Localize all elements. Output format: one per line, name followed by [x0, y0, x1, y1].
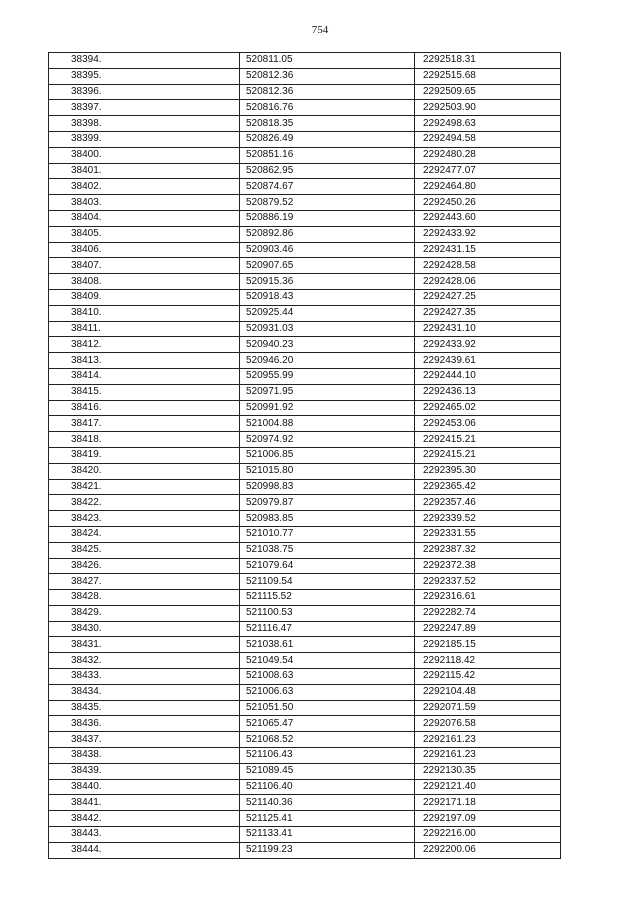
x-coordinate-cell: 521109.54 [240, 574, 415, 590]
y-coordinate-cell: 2292494.58 [415, 131, 561, 147]
x-coordinate-cell: 520826.49 [240, 131, 415, 147]
point-number-cell: 38401. [49, 163, 240, 179]
table-row [49, 179, 561, 195]
point-number-cell: 38404. [49, 210, 240, 226]
x-coordinate-cell: 520940.23 [240, 337, 415, 353]
x-coordinate-cell: 520879.52 [240, 195, 415, 211]
table-row [49, 842, 561, 858]
point-number-cell: 38422. [49, 495, 240, 511]
table-row [49, 542, 561, 558]
x-coordinate-cell: 521008.63 [240, 669, 415, 685]
y-coordinate-cell: 2292365.42 [415, 479, 561, 495]
page-number: 754 [311, 24, 329, 36]
point-number-cell: 38416. [49, 400, 240, 416]
x-coordinate-cell: 520979.87 [240, 495, 415, 511]
table-row [49, 84, 561, 100]
x-coordinate-cell: 521089.45 [240, 763, 415, 779]
point-number-cell: 38410. [49, 305, 240, 321]
point-number-cell: 38403. [49, 195, 240, 211]
y-coordinate-cell: 2292427.35 [415, 305, 561, 321]
point-number-cell: 38432. [49, 653, 240, 669]
y-coordinate-cell: 2292427.25 [415, 289, 561, 305]
x-coordinate-cell: 520886.19 [240, 210, 415, 226]
point-number-cell: 38426. [49, 558, 240, 574]
table-row [49, 242, 561, 258]
table-row [49, 321, 561, 337]
point-number-cell: 38397. [49, 100, 240, 116]
point-number-cell: 38430. [49, 621, 240, 637]
point-number-cell: 38439. [49, 763, 240, 779]
table-row [49, 621, 561, 637]
coordinates-table-body [49, 53, 561, 859]
y-coordinate-cell: 2292450.26 [415, 195, 561, 211]
point-number-cell: 38443. [49, 827, 240, 843]
table-row [49, 100, 561, 116]
table-row [49, 590, 561, 606]
x-coordinate-cell: 520931.03 [240, 321, 415, 337]
y-coordinate-cell: 2292171.18 [415, 795, 561, 811]
table-row [49, 511, 561, 527]
point-number-cell: 38438. [49, 748, 240, 764]
y-coordinate-cell: 2292509.65 [415, 84, 561, 100]
point-number-cell: 38437. [49, 732, 240, 748]
point-number-cell: 38414. [49, 368, 240, 384]
point-number-cell: 38396. [49, 84, 240, 100]
point-number-cell: 38408. [49, 274, 240, 290]
y-coordinate-cell: 2292197.09 [415, 811, 561, 827]
table-row [49, 732, 561, 748]
table-row [49, 574, 561, 590]
table-row [49, 416, 561, 432]
x-coordinate-cell: 521006.63 [240, 684, 415, 700]
x-coordinate-cell: 520818.35 [240, 116, 415, 132]
x-coordinate-cell: 521049.54 [240, 653, 415, 669]
table-row [49, 53, 561, 69]
x-coordinate-cell: 520925.44 [240, 305, 415, 321]
table-row [49, 700, 561, 716]
y-coordinate-cell: 2292415.21 [415, 432, 561, 448]
y-coordinate-cell: 2292372.38 [415, 558, 561, 574]
x-coordinate-cell: 520946.20 [240, 353, 415, 369]
table-row [49, 558, 561, 574]
x-coordinate-cell: 521199.23 [240, 842, 415, 858]
table-row [49, 289, 561, 305]
x-coordinate-cell: 520918.43 [240, 289, 415, 305]
x-coordinate-cell: 521004.88 [240, 416, 415, 432]
table-row [49, 147, 561, 163]
x-coordinate-cell: 521125.41 [240, 811, 415, 827]
x-coordinate-cell: 521015.80 [240, 463, 415, 479]
point-number-cell: 38411. [49, 321, 240, 337]
point-number-cell: 38421. [49, 479, 240, 495]
x-coordinate-cell: 520816.76 [240, 100, 415, 116]
y-coordinate-cell: 2292464.80 [415, 179, 561, 195]
table-row [49, 605, 561, 621]
point-number-cell: 38436. [49, 716, 240, 732]
point-number-cell: 38427. [49, 574, 240, 590]
table-row [49, 210, 561, 226]
point-number-cell: 38431. [49, 637, 240, 653]
x-coordinate-cell: 521079.64 [240, 558, 415, 574]
point-number-cell: 38423. [49, 511, 240, 527]
point-number-cell: 38409. [49, 289, 240, 305]
x-coordinate-cell: 520892.86 [240, 226, 415, 242]
y-coordinate-cell: 2292104.48 [415, 684, 561, 700]
x-coordinate-cell: 520974.92 [240, 432, 415, 448]
table-row [49, 479, 561, 495]
y-coordinate-cell: 2292115.42 [415, 669, 561, 685]
point-number-cell: 38398. [49, 116, 240, 132]
point-number-cell: 38442. [49, 811, 240, 827]
y-coordinate-cell: 2292515.68 [415, 68, 561, 84]
y-coordinate-cell: 2292161.23 [415, 748, 561, 764]
table-row [49, 195, 561, 211]
table-row [49, 384, 561, 400]
table-row [49, 526, 561, 542]
table-row [49, 653, 561, 669]
y-coordinate-cell: 2292121.40 [415, 779, 561, 795]
point-number-cell: 38395. [49, 68, 240, 84]
point-number-cell: 38394. [49, 53, 240, 69]
table-row [49, 337, 561, 353]
point-number-cell: 38399. [49, 131, 240, 147]
point-number-cell: 38428. [49, 590, 240, 606]
y-coordinate-cell: 2292216.00 [415, 827, 561, 843]
y-coordinate-cell: 2292439.61 [415, 353, 561, 369]
table-row [49, 811, 561, 827]
x-coordinate-cell: 521133.41 [240, 827, 415, 843]
y-coordinate-cell: 2292431.10 [415, 321, 561, 337]
point-number-cell: 38444. [49, 842, 240, 858]
x-coordinate-cell: 520851.16 [240, 147, 415, 163]
table-row [49, 68, 561, 84]
x-coordinate-cell: 521106.40 [240, 779, 415, 795]
x-coordinate-cell: 521010.77 [240, 526, 415, 542]
y-coordinate-cell: 2292453.06 [415, 416, 561, 432]
point-number-cell: 38419. [49, 447, 240, 463]
table-row [49, 116, 561, 132]
table-row [49, 779, 561, 795]
table-row [49, 447, 561, 463]
point-number-cell: 38413. [49, 353, 240, 369]
table-row [49, 353, 561, 369]
x-coordinate-cell: 520903.46 [240, 242, 415, 258]
table-row [49, 400, 561, 416]
y-coordinate-cell: 2292076.58 [415, 716, 561, 732]
x-coordinate-cell: 520971.95 [240, 384, 415, 400]
x-coordinate-cell: 520955.99 [240, 368, 415, 384]
point-number-cell: 38402. [49, 179, 240, 195]
y-coordinate-cell: 2292428.06 [415, 274, 561, 290]
y-coordinate-cell: 2292443.60 [415, 210, 561, 226]
point-number-cell: 38433. [49, 669, 240, 685]
x-coordinate-cell: 520874.67 [240, 179, 415, 195]
y-coordinate-cell: 2292337.52 [415, 574, 561, 590]
x-coordinate-cell: 521116.47 [240, 621, 415, 637]
x-coordinate-cell: 521100.53 [240, 605, 415, 621]
y-coordinate-cell: 2292518.31 [415, 53, 561, 69]
point-number-cell: 38406. [49, 242, 240, 258]
x-coordinate-cell: 521038.61 [240, 637, 415, 653]
point-number-cell: 38429. [49, 605, 240, 621]
x-coordinate-cell: 520991.92 [240, 400, 415, 416]
table-row [49, 716, 561, 732]
x-coordinate-cell: 520811.05 [240, 53, 415, 69]
x-coordinate-cell: 521038.75 [240, 542, 415, 558]
point-number-cell: 38400. [49, 147, 240, 163]
table-row [49, 226, 561, 242]
point-number-cell: 38420. [49, 463, 240, 479]
table-row [49, 795, 561, 811]
y-coordinate-cell: 2292316.61 [415, 590, 561, 606]
point-number-cell: 38441. [49, 795, 240, 811]
table-row [49, 432, 561, 448]
y-coordinate-cell: 2292247.89 [415, 621, 561, 637]
point-number-cell: 38424. [49, 526, 240, 542]
y-coordinate-cell: 2292498.63 [415, 116, 561, 132]
x-coordinate-cell: 520812.36 [240, 84, 415, 100]
y-coordinate-cell: 2292282.74 [415, 605, 561, 621]
point-number-cell: 38412. [49, 337, 240, 353]
y-coordinate-cell: 2292161.23 [415, 732, 561, 748]
x-coordinate-cell: 521065.47 [240, 716, 415, 732]
x-coordinate-cell: 521006.85 [240, 447, 415, 463]
x-coordinate-cell: 521115.52 [240, 590, 415, 606]
x-coordinate-cell: 521051.50 [240, 700, 415, 716]
y-coordinate-cell: 2292071.59 [415, 700, 561, 716]
table-row [49, 368, 561, 384]
point-number-cell: 38407. [49, 258, 240, 274]
table-row [49, 684, 561, 700]
y-coordinate-cell: 2292503.90 [415, 100, 561, 116]
point-number-cell: 38425. [49, 542, 240, 558]
y-coordinate-cell: 2292387.32 [415, 542, 561, 558]
table-row [49, 827, 561, 843]
x-coordinate-cell: 520998.83 [240, 479, 415, 495]
table-row [49, 669, 561, 685]
point-number-cell: 38417. [49, 416, 240, 432]
x-coordinate-cell: 521068.52 [240, 732, 415, 748]
x-coordinate-cell: 520983.85 [240, 511, 415, 527]
y-coordinate-cell: 2292444.10 [415, 368, 561, 384]
y-coordinate-cell: 2292118.42 [415, 653, 561, 669]
y-coordinate-cell: 2292395.30 [415, 463, 561, 479]
table-row [49, 163, 561, 179]
table-row [49, 305, 561, 321]
x-coordinate-cell: 521106.43 [240, 748, 415, 764]
point-number-cell: 38434. [49, 684, 240, 700]
table-row [49, 763, 561, 779]
y-coordinate-cell: 2292339.52 [415, 511, 561, 527]
y-coordinate-cell: 2292436.13 [415, 384, 561, 400]
y-coordinate-cell: 2292465.02 [415, 400, 561, 416]
y-coordinate-cell: 2292357.46 [415, 495, 561, 511]
table-row [49, 131, 561, 147]
y-coordinate-cell: 2292331.55 [415, 526, 561, 542]
point-number-cell: 38418. [49, 432, 240, 448]
y-coordinate-cell: 2292130.35 [415, 763, 561, 779]
coordinates-table [48, 52, 561, 859]
y-coordinate-cell: 2292433.92 [415, 226, 561, 242]
x-coordinate-cell: 520812.36 [240, 68, 415, 84]
x-coordinate-cell: 520862.95 [240, 163, 415, 179]
table-row [49, 637, 561, 653]
table-row [49, 274, 561, 290]
y-coordinate-cell: 2292200.06 [415, 842, 561, 858]
x-coordinate-cell: 521140.36 [240, 795, 415, 811]
x-coordinate-cell: 520907.65 [240, 258, 415, 274]
y-coordinate-cell: 2292433.92 [415, 337, 561, 353]
y-coordinate-cell: 2292477.07 [415, 163, 561, 179]
y-coordinate-cell: 2292428.58 [415, 258, 561, 274]
y-coordinate-cell: 2292415.21 [415, 447, 561, 463]
point-number-cell: 38440. [49, 779, 240, 795]
table-row [49, 463, 561, 479]
table-row [49, 748, 561, 764]
y-coordinate-cell: 2292480.28 [415, 147, 561, 163]
y-coordinate-cell: 2292185.15 [415, 637, 561, 653]
point-number-cell: 38415. [49, 384, 240, 400]
table-row [49, 495, 561, 511]
x-coordinate-cell: 520915.36 [240, 274, 415, 290]
table-row [49, 258, 561, 274]
point-number-cell: 38435. [49, 700, 240, 716]
point-number-cell: 38405. [49, 226, 240, 242]
y-coordinate-cell: 2292431.15 [415, 242, 561, 258]
